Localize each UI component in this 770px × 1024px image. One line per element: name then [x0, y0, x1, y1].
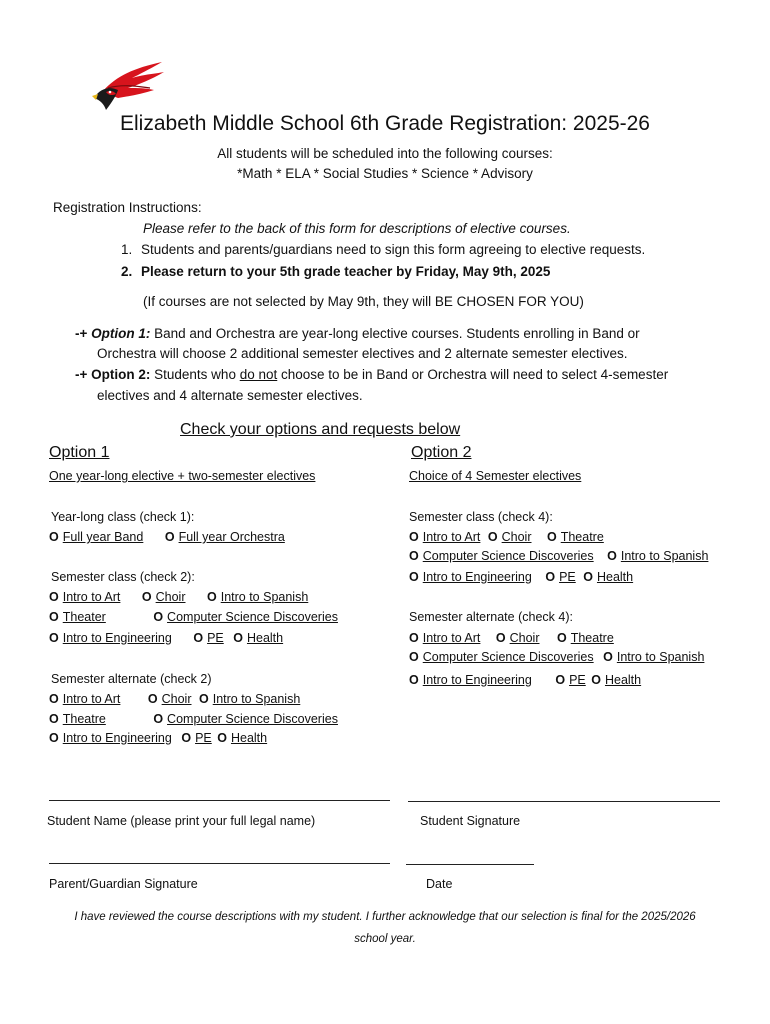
acknowledgement-text: I have reviewed the course descriptions with my student. I further acknowledge that our selection is final for the 2025/2026 — [74, 911, 696, 923]
check-options-heading: Check your options and requests below — [180, 421, 461, 438]
option-1-semester-row-2 — [49, 610, 356, 624]
o2-choice-intro-to-spanish[interactable]: O Intro to Spanish — [607, 549, 709, 563]
alt-choice-intro-to-engineering[interactable]: O Intro to Engineering — [49, 731, 172, 745]
choice-pe[interactable]: O PE — [193, 631, 224, 645]
o2-alt-health[interactable]: O Health — [591, 673, 642, 687]
instructions-heading: Registration Instructions: — [53, 200, 202, 215]
alt-choice-pe[interactable]: O PE — [181, 731, 212, 745]
option-2-subheading: Choice of 4 Semester electives — [409, 469, 582, 483]
o2-choice-health[interactable]: O Health — [583, 570, 634, 584]
step-number: 1. — [121, 242, 133, 257]
option-1-label: Option 1: — [91, 326, 151, 341]
option-1-semester-row-3 — [49, 631, 301, 645]
o2-alt-computer-science-discoveries[interactable]: O Computer Science Discoveries — [409, 650, 594, 664]
step-number: 2. — [121, 264, 133, 279]
alt-choice-intro-to-spanish[interactable]: O Intro to Spanish — [198, 692, 301, 706]
option-2-semester-label: Semester class (check 4): — [409, 510, 553, 524]
step-text: Please return to your 5th grade teacher by Friday, May 9th, 2025 — [141, 264, 551, 279]
option-1-subheading: One year-long elective + two-semester electives — [49, 469, 316, 483]
instructions-note: Please refer to the back of this form for descriptions of elective courses. — [143, 221, 571, 236]
option-1-prefix: -+ — [75, 326, 92, 341]
student-signature-line[interactable] — [408, 801, 720, 802]
alt-choice-choir[interactable]: O Choir — [147, 692, 192, 706]
student-name-label: Student Name (please print your full legal name) — [47, 814, 316, 828]
option-2-text-b: choose to be in Band or Orchestra will need to select 4-semester — [277, 367, 669, 382]
option-1-heading: Option 1 — [49, 444, 110, 461]
option-1-semester-row-1 — [49, 590, 326, 604]
option-2-semester-row-1 — [409, 530, 622, 544]
instruction-step-2 — [121, 264, 550, 279]
page-title: Elizabeth Middle School 6th Grade Registration: 2025-26 — [120, 112, 650, 135]
o2-alt-intro-to-engineering[interactable]: O Intro to Engineering — [409, 673, 532, 687]
choice-intro-to-art[interactable]: O Intro to Art — [49, 590, 121, 604]
alt-choice-computer-science-discoveries[interactable]: O Computer Science Discoveries — [153, 712, 338, 726]
yearlong-choices — [49, 530, 303, 544]
choice-full-year-orchestra[interactable]: O Full year Orchestra — [164, 530, 285, 544]
o2-choice-computer-science-discoveries[interactable]: O Computer Science Discoveries — [409, 549, 594, 563]
required-courses-list: *Math * ELA * Social Studies * Science * Advisory — [237, 166, 533, 181]
option-1-description-cont: Orchestra will choose 2 additional semester electives and 2 alternate semester electives. — [97, 346, 628, 361]
option-2-do-not: do not — [239, 367, 278, 382]
o2-alt-intro-to-spanish[interactable]: O Intro to Spanish — [603, 650, 705, 664]
option-1-alternate-row-3 — [49, 731, 285, 745]
instruction-step-1 — [121, 242, 645, 257]
choice-computer-science-discoveries[interactable]: O Computer Science Discoveries — [153, 610, 338, 624]
option-2-text: Students who — [150, 367, 240, 382]
choice-health[interactable]: O Health — [233, 631, 284, 645]
option-2-description-cont: electives and 4 alternate semester electives. — [97, 388, 363, 403]
school-logo-cardinal — [88, 58, 166, 116]
option-1-description — [75, 326, 640, 341]
student-signature-label: Student Signature — [420, 814, 521, 828]
o2-choice-pe[interactable]: O PE — [545, 570, 576, 584]
choice-choir[interactable]: O Choir — [141, 590, 186, 604]
choice-intro-to-spanish[interactable]: O Intro to Spanish — [206, 590, 309, 604]
parent-signature-line[interactable] — [49, 863, 390, 864]
yearlong-class-label: Year-long class (check 1): — [51, 510, 195, 524]
alt-choice-theatre[interactable]: O Theatre — [49, 712, 106, 726]
choice-full-year-band[interactable]: O Full year Band — [49, 530, 144, 544]
option-2-alternate-label: Semester alternate (check 4): — [409, 610, 573, 624]
option-2-alternate-row-1 — [409, 631, 632, 645]
option-2-semester-row-2 — [409, 549, 726, 563]
option-2-prefix: -+ — [75, 367, 92, 382]
date-label: Date — [426, 877, 453, 891]
option-1-alternate-row-1 — [49, 692, 318, 706]
option-2-alternate-row-3 — [409, 673, 659, 687]
option-2-label: Option 2: — [91, 367, 151, 382]
o2-alt-intro-to-art[interactable]: O Intro to Art — [409, 631, 481, 645]
student-name-line[interactable] — [49, 800, 390, 801]
o2-choice-theatre[interactable]: O Theatre — [546, 530, 604, 544]
option-2-description — [75, 367, 668, 382]
o2-choice-intro-to-art[interactable]: O Intro to Art — [409, 530, 481, 544]
parent-signature-label: Parent/Guardian Signature — [49, 877, 198, 891]
o2-alt-choir[interactable]: O Choir — [495, 631, 540, 645]
option-1-text: Band and Orchestra are year-long elective courses. Students enrolling in Band or — [150, 326, 640, 341]
acknowledgement-text-cont: school year. — [354, 933, 416, 945]
o2-alt-theatre[interactable]: O Theatre — [556, 631, 614, 645]
scheduled-courses-note: All students will be scheduled into the following courses: — [217, 146, 553, 161]
date-line[interactable] — [406, 864, 534, 865]
o2-choice-intro-to-engineering[interactable]: O Intro to Engineering — [409, 570, 532, 584]
option-2-semester-row-3 — [409, 570, 651, 584]
alt-choice-health[interactable]: O Health — [217, 731, 268, 745]
o2-choice-choir[interactable]: O Choir — [487, 530, 532, 544]
alt-choice-intro-to-art[interactable]: O Intro to Art — [49, 692, 121, 706]
choice-intro-to-engineering[interactable]: O Intro to Engineering — [49, 631, 172, 645]
option-1-semester-label: Semester class (check 2): — [51, 570, 195, 584]
fallback-note: (If courses are not selected by May 9th, they will BE CHOSEN FOR YOU) — [143, 294, 584, 309]
step-text: Students and parents/guardians need to sign this form agreeing to elective requests. — [141, 242, 646, 257]
option-1-alternate-row-2 — [49, 712, 356, 726]
o2-alt-pe[interactable]: O PE — [555, 673, 586, 687]
choice-theater[interactable]: O Theater — [49, 610, 106, 624]
option-1-alternate-label: Semester alternate (check 2) — [51, 672, 212, 686]
option-2-alternate-row-2 — [409, 650, 722, 664]
option-2-heading: Option 2 — [411, 444, 472, 461]
